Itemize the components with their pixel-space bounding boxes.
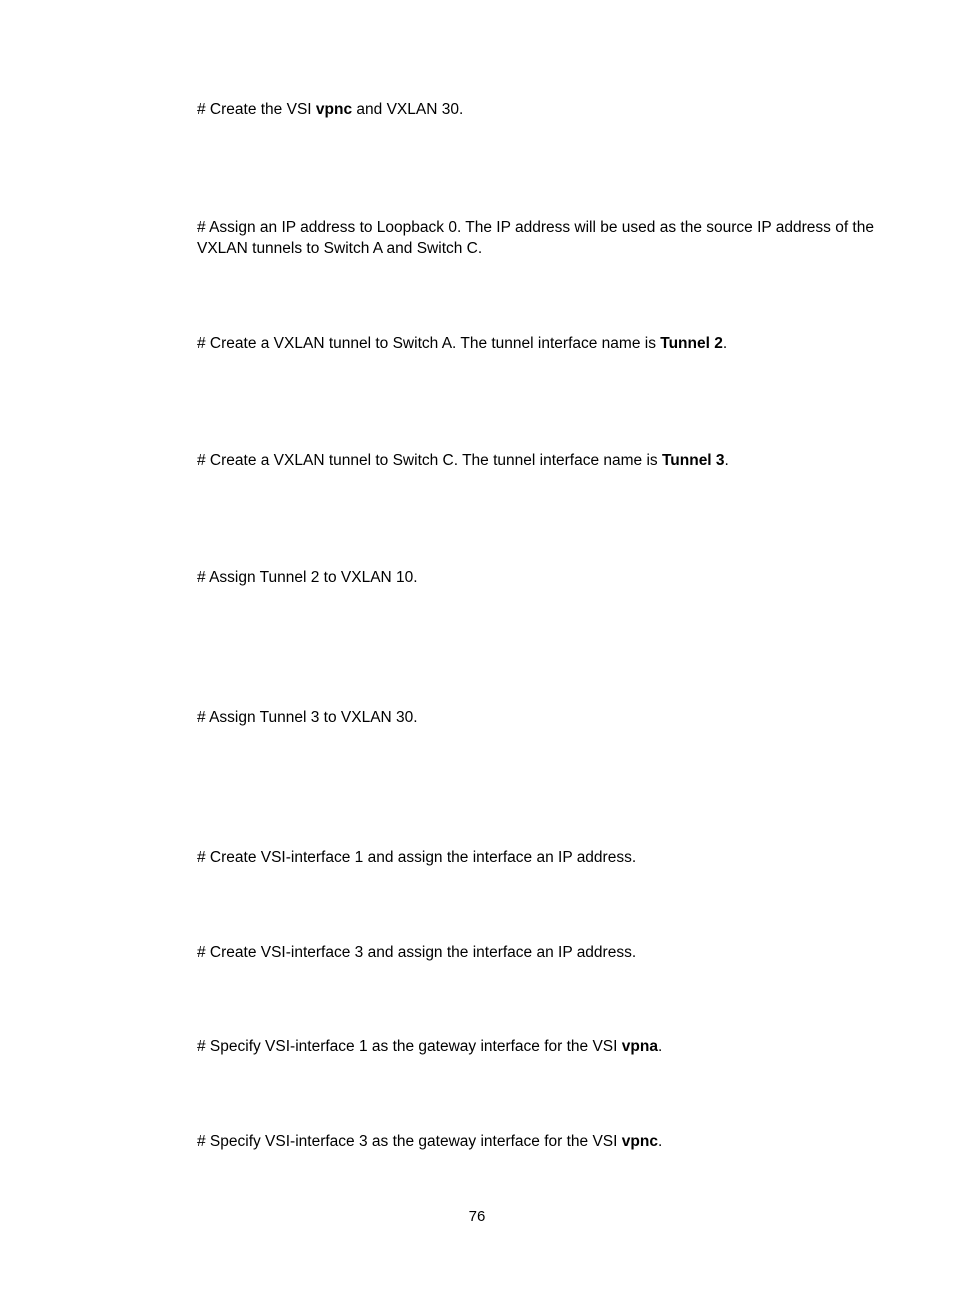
step-create-tunnel-switch-a: # Create a VXLAN tunnel to Switch A. The tunnel interface name is Tunnel 2. xyxy=(197,335,728,352)
emphasis-vsi-name: vpnc xyxy=(621,1133,658,1150)
page-number: 76 xyxy=(468,1208,486,1225)
step-gateway-vpna: # Specify VSI-interface 1 as the gateway interface for the VSI vpna. xyxy=(197,1038,663,1055)
emphasis-vsi-name: vpnc xyxy=(315,101,353,118)
emphasis-vsi-name: vpna xyxy=(621,1038,658,1055)
step-assign-loopback-ip: # Assign an IP address to Loopback 0. The IP address will be used as the source IP address of the VXLAN tunnels to Switch A and Switch C. xyxy=(197,219,874,257)
step-create-vsi-interface-3: # Create VSI-interface 3 and assign the interface an IP address. xyxy=(197,944,637,961)
step-create-vsi-vpnc: # Create the VSI vpnc and VXLAN 30. xyxy=(197,101,464,118)
step-gateway-vpnc: # Specify VSI-interface 3 as the gateway interface for the VSI vpnc. xyxy=(197,1133,663,1150)
step-create-tunnel-switch-c: # Create a VXLAN tunnel to Switch C. The tunnel interface name is Tunnel 3. xyxy=(197,452,729,469)
emphasis-tunnel-name: Tunnel 2 xyxy=(660,335,723,352)
step-assign-tunnel2-vxlan10: # Assign Tunnel 2 to VXLAN 10. xyxy=(197,569,418,586)
step-assign-tunnel3-vxlan30: # Assign Tunnel 3 to VXLAN 30. xyxy=(197,709,418,726)
emphasis-tunnel-name: Tunnel 3 xyxy=(661,452,725,469)
step-create-vsi-interface-1: # Create VSI-interface 1 and assign the interface an IP address. xyxy=(197,849,637,866)
